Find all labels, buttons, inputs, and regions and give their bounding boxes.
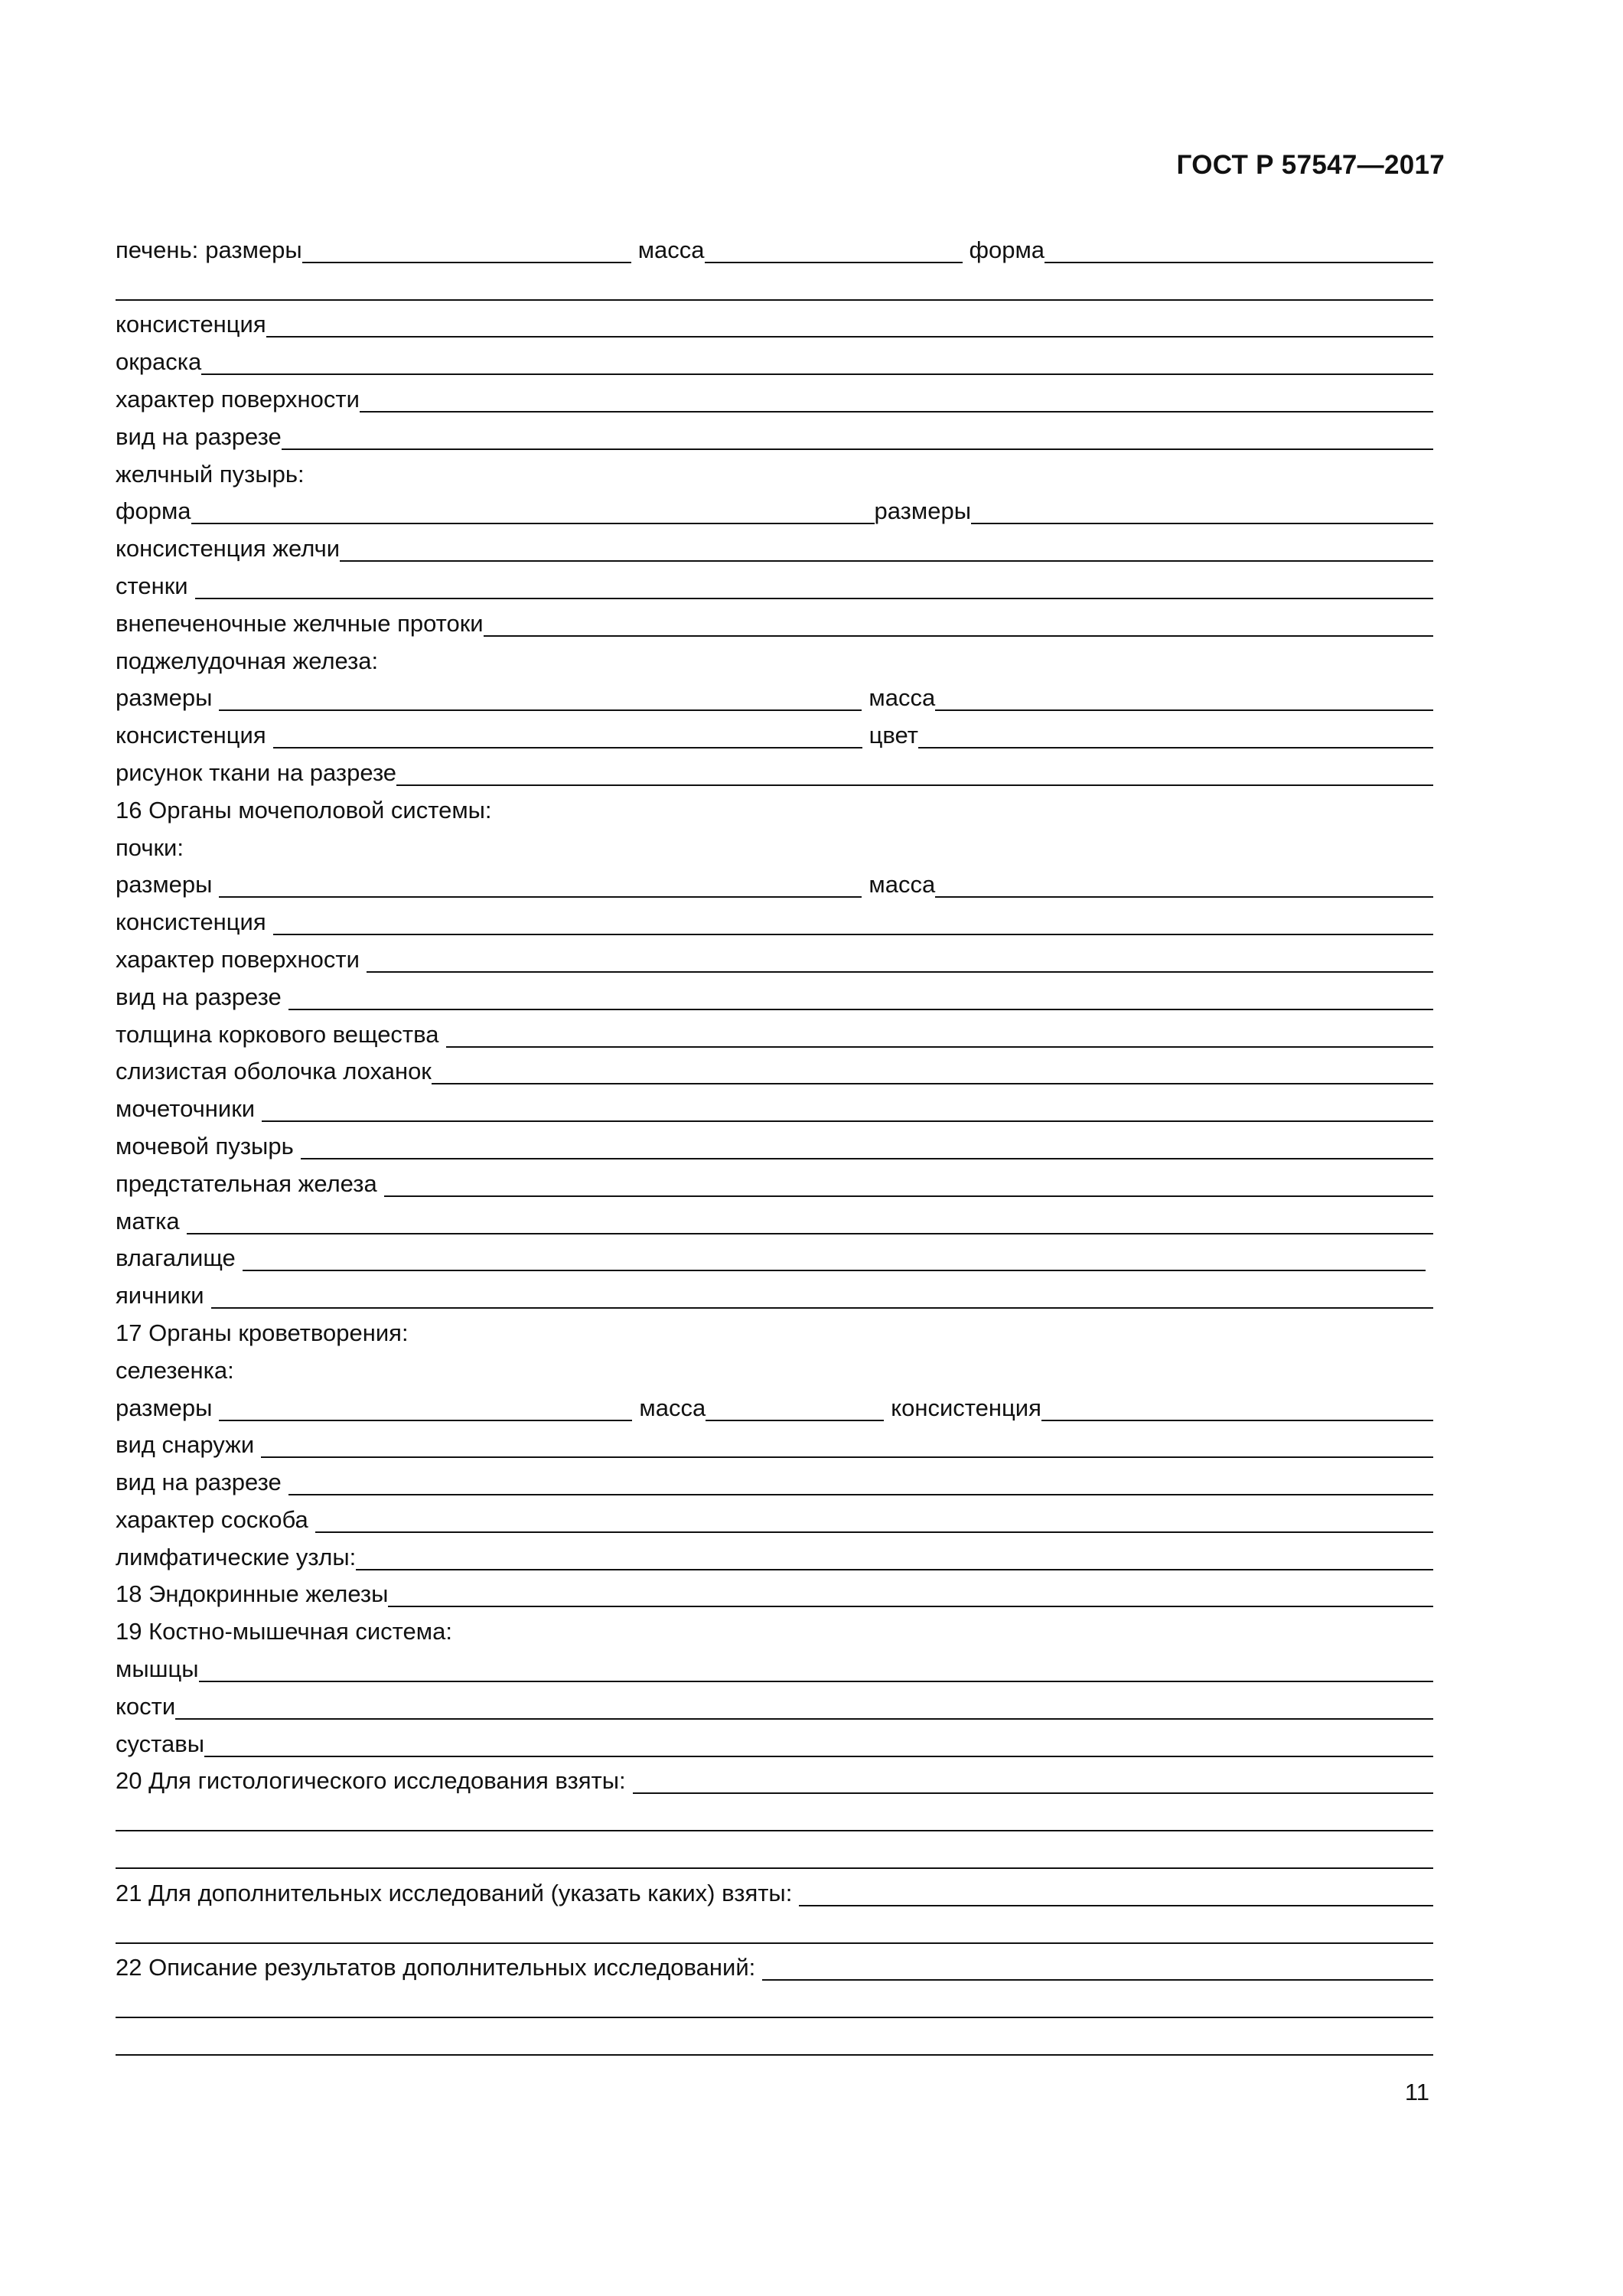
additional-studies-line-2	[116, 1907, 1433, 1945]
bones-row	[116, 1683, 1433, 1720]
endocrine-row	[116, 1571, 1433, 1609]
kidneys-cut-field[interactable]	[288, 1008, 1433, 1010]
liver-row	[116, 227, 1433, 264]
ureters-field[interactable]	[262, 1120, 1433, 1122]
liver-surface-field[interactable]	[360, 410, 1433, 413]
page-number: 11	[1404, 2079, 1429, 2105]
liver-color-label: окраска	[116, 348, 202, 376]
section16-heading: 16 Органы мочеполовой системы:	[116, 796, 492, 823]
histology-line-3	[116, 1832, 1433, 1870]
section16-heading-row	[116, 787, 1433, 824]
joints-label: суставы	[116, 1730, 204, 1757]
bones-field[interactable]	[175, 1717, 1433, 1720]
bile-ducts-label: внепеченочные желчные протоки	[116, 609, 484, 637]
vagina-label: влагалище	[116, 1244, 236, 1272]
gallbladder-walls-label: стенки	[116, 572, 188, 599]
bladder-field[interactable]	[301, 1157, 1433, 1159]
results-row	[116, 1945, 1433, 1982]
liver-continuation-row	[116, 264, 1433, 302]
endocrine-field[interactable]	[388, 1605, 1433, 1607]
kidneys-size-row	[116, 862, 1433, 899]
pancreas-size-row	[116, 675, 1433, 713]
pancreas-color-field[interactable]	[918, 746, 1433, 748]
gallbladder-shape-field[interactable]	[191, 522, 875, 524]
gallbladder-walls-row	[116, 563, 1433, 600]
spleen-scrape-label: характер соскоба	[116, 1505, 308, 1533]
spleen-cut-field[interactable]	[288, 1493, 1433, 1495]
bones-label: кости	[116, 1692, 176, 1720]
prostate-row	[116, 1160, 1433, 1198]
histology-label: 20 Для гистологического исследования взяты:	[116, 1767, 626, 1795]
spleen-mass-label: масса	[639, 1394, 706, 1421]
spleen-outside-label: вид снаружи	[116, 1431, 255, 1459]
ureters-row	[116, 1085, 1433, 1123]
document-code: ГОСТ Р 57547—2017	[1176, 150, 1445, 180]
autopsy-form	[116, 227, 1433, 2056]
muscles-row	[116, 1645, 1433, 1683]
pancreas-heading: поджелудочная железа:	[116, 647, 379, 674]
liver-mass-label: масса	[637, 236, 705, 263]
pancreas-consistency-row	[116, 712, 1433, 749]
histology-line-2	[116, 1795, 1433, 1832]
liver-consistency-row	[116, 302, 1433, 339]
gallbladder-bile-row	[116, 525, 1433, 563]
ovaries-label: яичники	[116, 1282, 204, 1309]
kidneys-heading-row	[116, 824, 1433, 862]
joints-row	[116, 1720, 1433, 1758]
liver-shape-field[interactable]	[1045, 261, 1433, 263]
gallbladder-walls-field[interactable]	[195, 597, 1433, 599]
pancreas-size-label: размеры	[116, 684, 213, 712]
histology-row	[116, 1758, 1433, 1795]
kidneys-consistency-label: консистенция	[116, 908, 266, 936]
kidneys-consistency-row	[116, 899, 1433, 936]
pelvis-label: слизистая оболочка лоханок	[116, 1058, 432, 1085]
pelvis-row	[116, 1049, 1433, 1086]
uterus-field[interactable]	[187, 1232, 1433, 1234]
kidneys-heading: почки:	[116, 833, 184, 861]
histology-field-2[interactable]	[116, 1829, 1433, 1831]
spleen-cut-label: вид на разрезе	[116, 1469, 282, 1496]
kidneys-surface-field[interactable]	[367, 970, 1433, 973]
bile-ducts-field[interactable]	[484, 634, 1433, 637]
spleen-scrape-field[interactable]	[315, 1531, 1433, 1533]
liver-label: печень:	[116, 236, 199, 263]
gallbladder-bile-label: консистенция желчи	[116, 535, 341, 563]
liver-cut-row	[116, 413, 1433, 451]
results-label: 22 Описание результатов дополнительных исследований:	[116, 1954, 756, 1981]
gallbladder-shape-label: форма	[116, 497, 191, 525]
pancreas-heading-row	[116, 638, 1433, 675]
liver-consistency-field[interactable]	[266, 335, 1433, 338]
liver-mass-field[interactable]	[705, 261, 963, 263]
spleen-consistency-field[interactable]	[1041, 1419, 1433, 1421]
liver-surface-label: характер поверхности	[116, 385, 360, 413]
prostate-label: предстательная железа	[116, 1169, 377, 1197]
additional-studies-label: 21 Для дополнительных исследований (указать каких) взяты:	[116, 1879, 793, 1906]
bladder-row	[116, 1123, 1433, 1160]
vagina-row	[116, 1235, 1433, 1273]
kidneys-cut-row	[116, 974, 1433, 1011]
results-line-2	[116, 1981, 1433, 2019]
section19-heading: 19 Костно-мышечная система:	[116, 1618, 452, 1645]
spleen-outside-row	[116, 1422, 1433, 1459]
liver-surface-row	[116, 376, 1433, 413]
pelvis-field[interactable]	[432, 1082, 1433, 1084]
liver-color-field[interactable]	[201, 373, 1433, 375]
pancreas-cut-field[interactable]	[396, 784, 1433, 786]
lymph-nodes-row	[116, 1534, 1433, 1571]
endocrine-label: 18 Эндокринные железы	[116, 1580, 389, 1608]
muscles-field[interactable]	[199, 1680, 1434, 1682]
spleen-heading: селезенка:	[116, 1356, 234, 1384]
results-field-3[interactable]	[116, 2053, 1433, 2056]
kidneys-cut-label: вид на разрезе	[116, 983, 282, 1010]
spleen-mass-field[interactable]	[706, 1419, 884, 1421]
spleen-outside-field[interactable]	[261, 1456, 1433, 1458]
liver-cut-field[interactable]	[282, 448, 1433, 450]
liver-consistency-label: консистенция	[116, 311, 266, 338]
uterus-row	[116, 1198, 1433, 1235]
cortex-field[interactable]	[446, 1045, 1434, 1048]
additional-studies-row	[116, 1870, 1433, 1907]
kidneys-surface-label: характер поверхности	[116, 945, 360, 973]
spleen-cut-row	[116, 1459, 1433, 1496]
spleen-scrape-row	[116, 1496, 1433, 1534]
section17-heading-row	[116, 1309, 1433, 1347]
gallbladder-heading-row	[116, 451, 1433, 488]
lymph-nodes-field[interactable]	[356, 1568, 1433, 1570]
ovaries-row	[116, 1272, 1433, 1309]
results-field-2[interactable]	[116, 2016, 1433, 2018]
muscles-label: мышцы	[116, 1655, 199, 1683]
liver-size-field[interactable]	[302, 261, 631, 263]
spleen-size-field[interactable]	[219, 1419, 632, 1421]
bile-ducts-row	[116, 600, 1433, 638]
pancreas-cut-label: рисунок ткани на разрезе	[116, 758, 397, 786]
results-line-3	[116, 2019, 1433, 2056]
results-field[interactable]	[762, 1978, 1433, 1981]
ureters-label: мочеточники	[116, 1095, 256, 1123]
kidneys-mass-label: масса	[869, 871, 936, 899]
kidneys-size-label: размеры	[116, 871, 213, 899]
lymph-nodes-label: лимфатические узлы:	[116, 1543, 357, 1570]
histology-field-3[interactable]	[116, 1867, 1433, 1869]
section17-heading: 17 Органы кроветворения:	[116, 1319, 409, 1346]
liver-color-row	[116, 338, 1433, 376]
kidneys-mass-field[interactable]	[935, 895, 1433, 898]
spleen-heading-row	[116, 1347, 1433, 1384]
section19-heading-row	[116, 1608, 1433, 1645]
liver-cut-label: вид на разрезе	[116, 422, 282, 450]
spleen-size-label: размеры	[116, 1394, 213, 1421]
additional-studies-field-2[interactable]	[116, 1942, 1433, 1944]
pancreas-mass-field[interactable]	[935, 709, 1433, 711]
ovaries-field[interactable]	[211, 1306, 1433, 1309]
gallbladder-heading: желчный пузырь:	[116, 460, 305, 488]
pancreas-consistency-label: консистенция	[116, 722, 266, 749]
spleen-size-row	[116, 1384, 1433, 1422]
liver-size-label: размеры	[205, 236, 302, 263]
gallbladder-size-field[interactable]	[971, 522, 1433, 524]
liver-extra-field[interactable]	[116, 298, 1433, 301]
pancreas-mass-label: масса	[869, 684, 936, 712]
kidneys-consistency-field[interactable]	[273, 933, 1433, 935]
bladder-label: мочевой пузырь	[116, 1132, 294, 1159]
kidneys-surface-row	[116, 936, 1433, 974]
additional-studies-field[interactable]	[799, 1904, 1433, 1906]
pancreas-color-label: цвет	[869, 722, 918, 749]
kidneys-size-field[interactable]	[219, 895, 862, 898]
vagina-field[interactable]	[243, 1269, 1426, 1271]
pancreas-cut-row	[116, 749, 1433, 787]
gallbladder-shape-row	[116, 488, 1433, 526]
prostate-field[interactable]	[384, 1195, 1433, 1197]
spleen-consistency-label: консистенция	[891, 1394, 1041, 1421]
histology-field[interactable]	[633, 1792, 1433, 1794]
joints-field[interactable]	[204, 1755, 1433, 1757]
liver-shape-label: форма	[969, 236, 1045, 263]
pancreas-consistency-field[interactable]	[273, 746, 862, 748]
gallbladder-bile-field[interactable]	[340, 559, 1433, 562]
uterus-label: матка	[116, 1207, 180, 1234]
cortex-row	[116, 1011, 1433, 1049]
gallbladder-size-label: размеры	[874, 497, 971, 525]
pancreas-size-field[interactable]	[219, 709, 862, 711]
cortex-label: толщина коркового вещества	[116, 1020, 439, 1048]
